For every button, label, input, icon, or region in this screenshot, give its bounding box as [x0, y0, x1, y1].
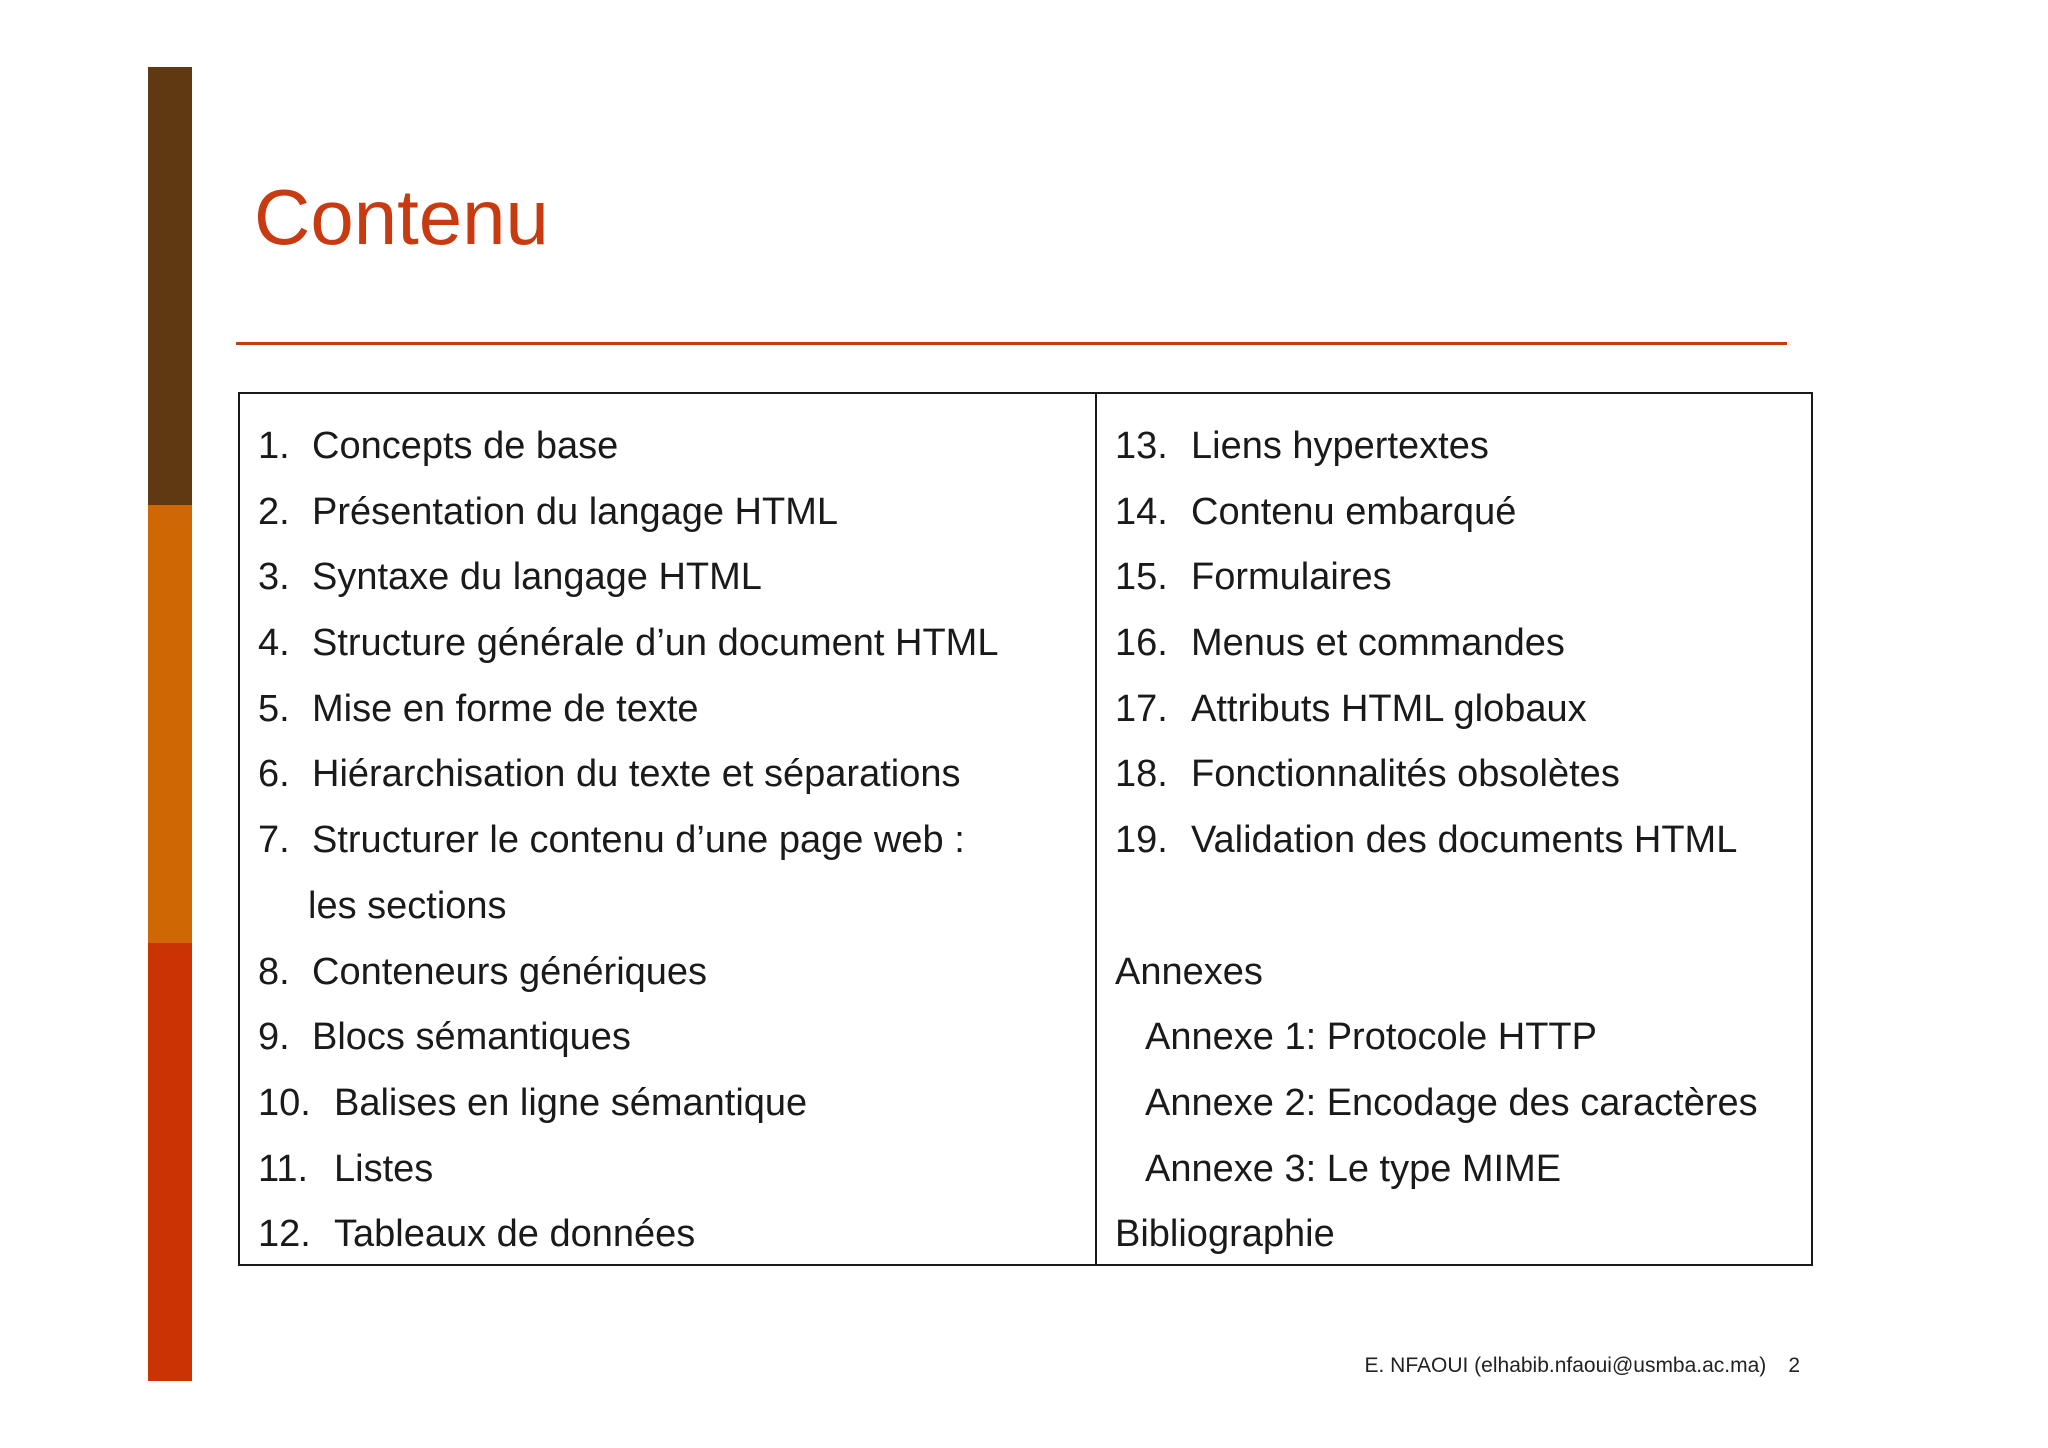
- title-rule: [236, 342, 1787, 345]
- toc-item: 8. Conteneurs génériques: [258, 950, 708, 993]
- annex-item: Annexe 3: Le type MIME: [1145, 1147, 1562, 1190]
- toc-left-column: [240, 394, 1097, 1264]
- toc-item: 13. Liens hypertextes: [1115, 425, 1489, 467]
- toc-right-list: [1115, 414, 1811, 1268]
- toc-item: 5. Mise en forme de texte: [258, 687, 699, 730]
- toc-right-column: [1097, 394, 1811, 1264]
- toc-item: 10. Balises en ligne sémantique: [258, 1081, 808, 1124]
- toc-item-continuation: les sections: [308, 884, 507, 927]
- toc-item: 14. Contenu embarqué: [1115, 490, 1517, 533]
- annexes-heading: Annexes: [1115, 950, 1263, 993]
- slide-title: Contenu: [254, 173, 549, 261]
- toc-item: 3. Syntaxe du langage HTML: [258, 556, 762, 599]
- slide-footer: [1364, 1354, 1800, 1378]
- toc-item: 16. Menus et commandes: [1115, 622, 1565, 665]
- annex-item: Annexe 1: Protocole HTTP: [1145, 1016, 1597, 1059]
- accent-bar-top: [148, 67, 192, 505]
- accent-bar-bottom: [148, 943, 192, 1381]
- toc-item: 9. Blocs sémantiques: [258, 1016, 631, 1059]
- toc-item: 12. Tableaux de données: [258, 1213, 696, 1256]
- toc-item: 2. Présentation du langage HTML: [258, 490, 838, 533]
- toc-item: 6. Hiérarchisation du texte et séparations: [258, 753, 961, 796]
- toc-item: 18. Fonctionnalités obsolètes: [1115, 753, 1620, 796]
- bibliography-item: Bibliographie: [1115, 1213, 1335, 1256]
- annex-item: Annexe 2: Encodage des caractères: [1145, 1081, 1758, 1124]
- toc-item: 4. Structure générale d’un document HTML: [258, 622, 999, 665]
- toc-item: 7. Structurer le contenu d’une page web :: [258, 819, 965, 862]
- table-of-contents: [238, 392, 1813, 1266]
- toc-item: 1. Concepts de base: [258, 425, 619, 467]
- toc-item: 17. Attributs HTML globaux: [1115, 687, 1587, 730]
- toc-left-list: [258, 414, 1095, 1268]
- toc-item: 11. Listes: [258, 1147, 434, 1190]
- footer-author: E. NFAOUI (elhabib.nfaoui@usmba.ac.ma): [1364, 1354, 1767, 1377]
- accent-bar-middle: [148, 505, 192, 943]
- toc-item: 19. Validation des documents HTML: [1115, 819, 1738, 862]
- page-number: 2: [1788, 1354, 1800, 1377]
- toc-item: 15. Formulaires: [1115, 556, 1392, 599]
- toc-spacer: [1115, 874, 1811, 940]
